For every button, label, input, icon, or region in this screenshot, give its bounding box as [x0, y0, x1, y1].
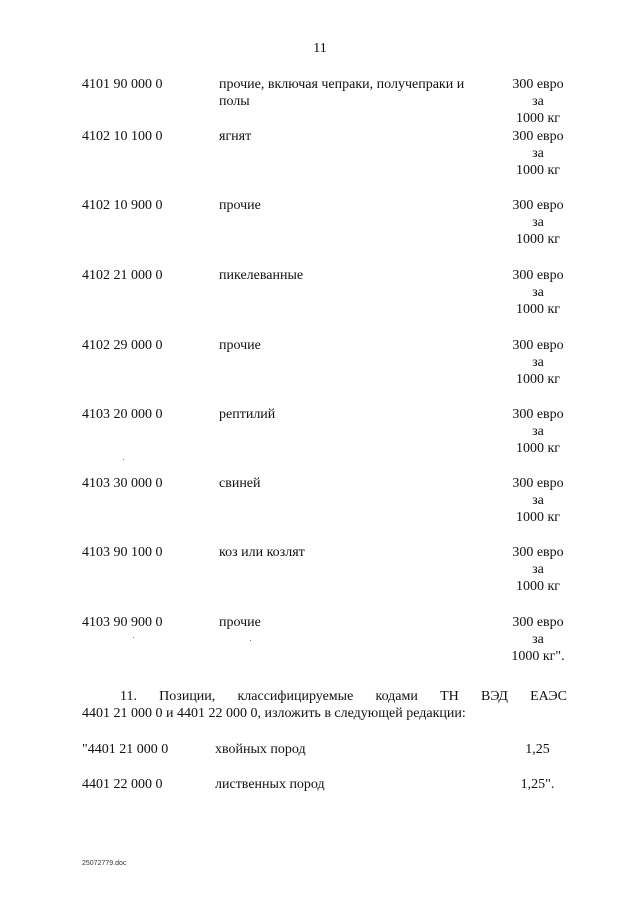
- duty-rate-amount: 300 евро: [512, 77, 564, 92]
- goods-description: хвойных пород: [215, 742, 306, 757]
- tnved-code: 4102 10 100 0: [82, 129, 163, 144]
- duty-rate: [502, 406, 574, 457]
- goods-description: свиней: [219, 476, 261, 491]
- duty-rate-unit: 1000 кг: [515, 163, 561, 178]
- duty-rate-per: за: [532, 493, 544, 508]
- goods-description: лиственных пород: [215, 777, 325, 792]
- duty-rate: 1,25".: [520, 777, 555, 792]
- duty-rate-unit: 1000 кг: [515, 441, 561, 456]
- duty-rate: [502, 475, 574, 526]
- duty-rate-unit: 1000 кг".: [511, 649, 565, 664]
- duty-rate: [502, 337, 574, 388]
- goods-description: пикелеванные: [219, 268, 304, 283]
- tnved-code: 4102 21 000 0: [82, 268, 163, 283]
- duty-rate-unit: 1000 кг: [515, 510, 561, 525]
- page-number: 11: [313, 41, 327, 56]
- tnved-code: 4401 22 000 0: [82, 777, 163, 792]
- duty-rate-per: за: [532, 94, 544, 109]
- duty-rate-unit: 1000 кг: [515, 579, 561, 594]
- goods-description: прочие: [219, 615, 261, 630]
- duty-rate-amount: 300 евро: [512, 198, 564, 213]
- duty-rate-per: за: [532, 146, 544, 161]
- duty-rate: [502, 197, 574, 248]
- duty-rate: [502, 128, 574, 179]
- tnved-code: 4102 10 900 0: [82, 198, 163, 213]
- tnved-code: 4103 30 000 0: [82, 476, 163, 491]
- goods-description: рептилий: [219, 407, 276, 422]
- tnved-code: "4401 21 000 0: [82, 742, 169, 757]
- duty-rate: [502, 544, 574, 595]
- duty-rate-unit: 1000 кг: [515, 232, 561, 247]
- footer-filename: 25072779.doc: [82, 860, 127, 867]
- tnved-code: 4103 20 000 0: [82, 407, 163, 422]
- duty-rate-per: за: [532, 355, 544, 370]
- goods-description: коз или козлят: [219, 545, 305, 560]
- scan-speck: [123, 459, 124, 460]
- tnved-code: 4101 90 000 0: [82, 77, 163, 92]
- duty-rate-per: за: [532, 424, 544, 439]
- goods-description: прочие: [219, 338, 261, 353]
- duty-rate-amount: 300 евро: [512, 407, 564, 422]
- duty-rate-per: за: [532, 562, 544, 577]
- scan-speck: [250, 640, 251, 641]
- duty-rate-per: за: [532, 285, 544, 300]
- duty-rate: [502, 614, 574, 665]
- duty-rate-amount: 300 евро: [512, 476, 564, 491]
- amendment-paragraph-line1: 11. Позиции, классифицируемые кодами ТН ВЭД ЕАЭС: [120, 689, 567, 704]
- duty-rate: 1,25: [525, 742, 550, 757]
- tnved-code: 4103 90 900 0: [82, 615, 163, 630]
- goods-description: прочие: [219, 198, 261, 213]
- duty-rate-per: за: [532, 215, 544, 230]
- tnved-code: 4102 29 000 0: [82, 338, 163, 353]
- amendment-paragraph: [82, 688, 567, 722]
- amendment-paragraph-line2: 4401 21 000 0 и 4401 22 000 0, изложить в следующей редакции:: [82, 706, 466, 721]
- duty-rate-amount: 300 евро: [512, 129, 564, 144]
- duty-rate-amount: 300 евро: [512, 268, 564, 283]
- duty-rate-unit: 1000 кг: [515, 372, 561, 387]
- duty-rate: [502, 267, 574, 318]
- tnved-code: 4103 90 100 0: [82, 545, 163, 560]
- goods-description: ягнят: [219, 129, 252, 144]
- duty-rate-amount: 300 евро: [512, 615, 564, 630]
- duty-rate-amount: 300 евро: [512, 545, 564, 560]
- duty-rate: [502, 76, 574, 127]
- scan-speck: [133, 637, 134, 638]
- goods-description: прочие, включая чепраки, получепраки и полы: [219, 77, 465, 109]
- duty-rate-per: за: [532, 632, 544, 647]
- duty-rate-amount: 300 евро: [512, 338, 564, 353]
- duty-rate-unit: 1000 кг: [515, 111, 561, 126]
- duty-rate-unit: 1000 кг: [515, 302, 561, 317]
